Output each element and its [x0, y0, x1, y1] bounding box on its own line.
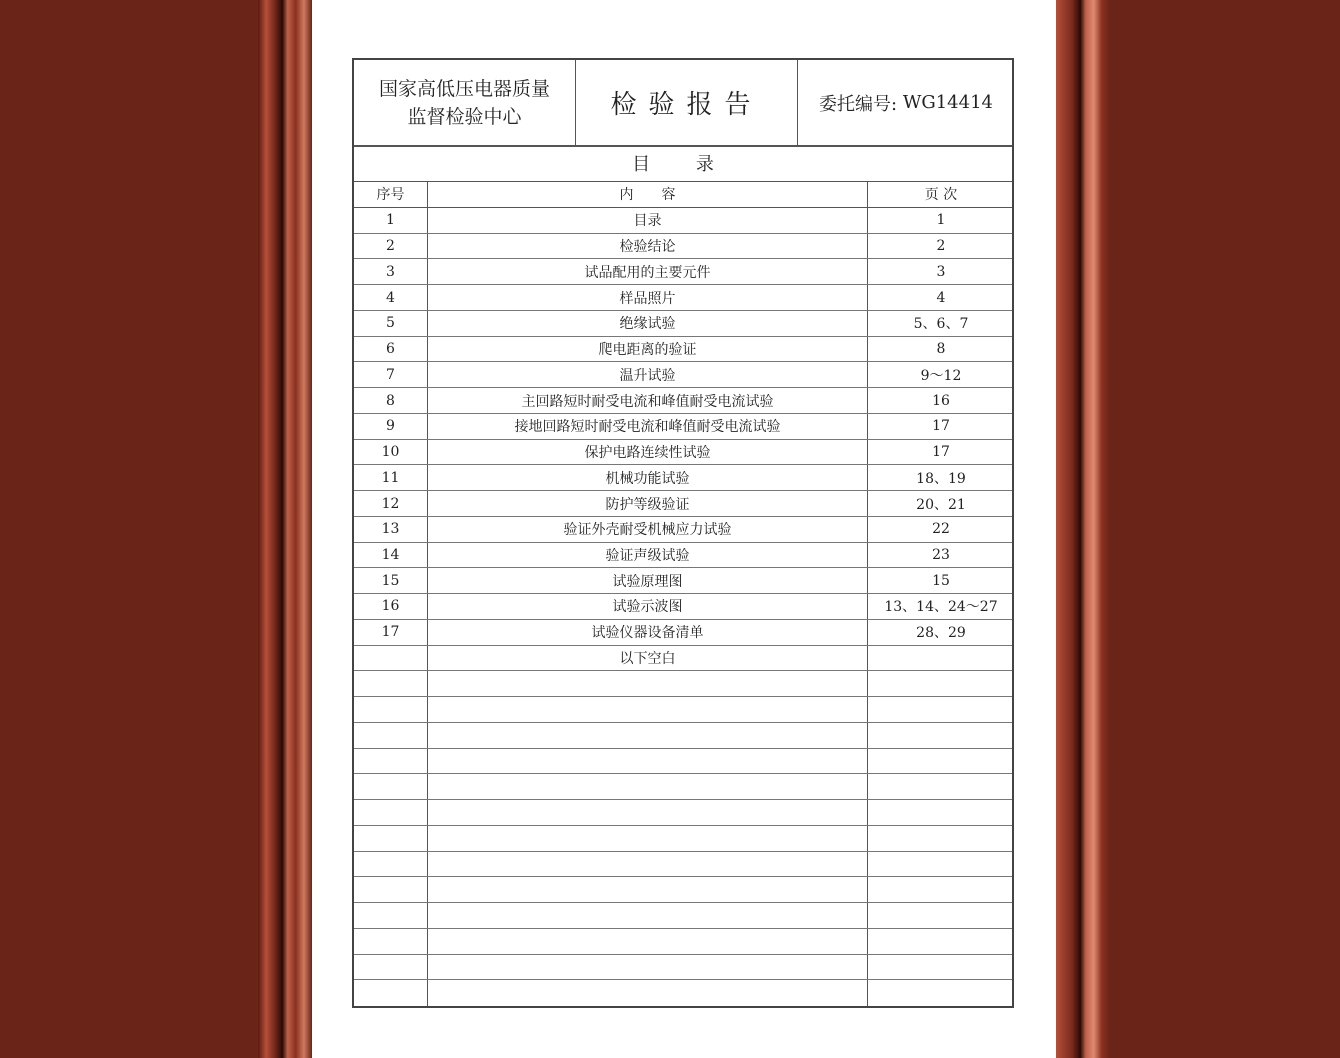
table-row: [354, 259, 1012, 285]
row-content: [428, 929, 868, 954]
row-page: [868, 980, 1014, 1006]
row-number: [354, 877, 428, 902]
row-number: [354, 826, 428, 851]
row-content: 绝缘试验: [428, 311, 868, 336]
row-page: [868, 697, 1014, 722]
row-content: 验证外壳耐受机械应力试验: [428, 517, 868, 542]
row-content: 验证声级试验: [428, 543, 868, 568]
row-page: 17: [932, 444, 950, 461]
row-content: 以下空白: [428, 646, 868, 671]
table-row: [354, 465, 1012, 491]
column-header-content: 内 容: [428, 181, 868, 207]
row-number: [354, 749, 428, 774]
row-number: 4: [354, 285, 428, 310]
row-content: [428, 877, 868, 902]
table-row: [354, 852, 1012, 878]
table-row: [354, 311, 1012, 337]
row-content: [428, 903, 868, 928]
row-content: 接地回路短时耐受电流和峰值耐受电流试验: [428, 414, 868, 439]
table-row: [354, 774, 1012, 800]
table-row: [354, 208, 1012, 234]
column-header-no: 序号: [354, 181, 428, 207]
table-row: [354, 517, 1012, 543]
row-number: [354, 929, 428, 954]
row-number: 16: [354, 594, 428, 619]
table-row: [354, 929, 1012, 955]
table-row: [354, 671, 1012, 697]
row-page: [868, 671, 1014, 696]
report-header: [354, 60, 1012, 147]
row-content: 主回路短时耐受电流和峰值耐受电流试验: [428, 388, 868, 413]
row-number: 8: [354, 388, 428, 413]
row-number: 14: [354, 543, 428, 568]
row-page: [868, 955, 1014, 980]
row-page: [868, 800, 1014, 825]
left-frame: [0, 0, 258, 1058]
row-content: [428, 697, 868, 722]
row-number: [354, 697, 428, 722]
row-content: 试验示波图: [428, 594, 868, 619]
commission-label: 委托编号:: [819, 93, 898, 115]
row-content: 样品照片: [428, 285, 868, 310]
row-number: [354, 774, 428, 799]
column-header-row: [354, 181, 1012, 208]
row-page: [868, 723, 1014, 748]
table-row: [354, 491, 1012, 517]
row-page: 20、21: [916, 496, 966, 513]
row-page: [868, 877, 1014, 902]
commission-number: [798, 60, 1014, 145]
row-number: 3: [354, 259, 428, 284]
row-page: 9～12: [920, 367, 962, 384]
row-page: 13、14、24～27: [884, 599, 998, 616]
row-number: [354, 800, 428, 825]
table-row: [354, 903, 1012, 929]
row-number: [354, 723, 428, 748]
row-page: 17: [932, 418, 950, 435]
column-header-page: 页 次: [924, 187, 958, 203]
row-number: 2: [354, 234, 428, 259]
left-frame-molding: [258, 0, 312, 1058]
row-page: [868, 852, 1014, 877]
table-row: [354, 749, 1012, 775]
table-row: [354, 646, 1012, 672]
row-content: [428, 671, 868, 696]
row-page: 8: [936, 341, 946, 358]
row-page: 5、6、7: [913, 316, 969, 333]
row-content: 保护电路连续性试验: [428, 440, 868, 465]
row-page: 2: [936, 238, 946, 255]
issuer: [354, 60, 576, 145]
issuer-line2: 监督检验中心: [407, 105, 522, 128]
row-content: [428, 980, 868, 1006]
row-number: 7: [354, 362, 428, 387]
row-page: [868, 826, 1014, 851]
row-page: 18、19: [916, 470, 966, 487]
row-content: 防护等级验证: [428, 491, 868, 516]
table-row: [354, 285, 1012, 311]
row-page: [868, 929, 1014, 954]
row-number: 12: [354, 491, 428, 516]
row-number: [354, 671, 428, 696]
table-row: [354, 362, 1012, 388]
table-row: [354, 980, 1012, 1006]
table-row: [354, 877, 1012, 903]
row-page: 28、29: [916, 625, 966, 642]
row-content: [428, 749, 868, 774]
table-row: [354, 723, 1012, 749]
row-content: 试验原理图: [428, 568, 868, 593]
row-content: [428, 826, 868, 851]
row-content: 检验结论: [428, 234, 868, 259]
row-content: [428, 955, 868, 980]
row-number: [354, 980, 428, 1006]
table-row: [354, 414, 1012, 440]
commission-value: WG14414: [902, 92, 993, 113]
row-content: [428, 852, 868, 877]
table-row: [354, 337, 1012, 363]
report-title: 检验报告: [576, 60, 798, 145]
row-content: 试品配用的主要元件: [428, 259, 868, 284]
row-number: 9: [354, 414, 428, 439]
row-page: [868, 774, 1014, 799]
row-content: [428, 774, 868, 799]
table-row: [354, 388, 1012, 414]
row-content: 温升试验: [428, 362, 868, 387]
row-content: 机械功能试验: [428, 465, 868, 490]
row-number: 15: [354, 568, 428, 593]
row-number: 1: [354, 208, 428, 233]
row-page: 23: [932, 547, 950, 563]
row-content: 试验仪器设备清单: [428, 620, 868, 645]
issuer-line1: 国家高低压电器质量: [378, 77, 550, 100]
row-content: 目录: [428, 208, 868, 233]
row-page: 1: [936, 212, 946, 229]
table-row: [354, 697, 1012, 723]
row-page: 16: [932, 392, 950, 409]
row-page: 22: [932, 521, 950, 538]
row-page: 3: [936, 263, 946, 280]
table-row: [354, 234, 1012, 260]
row-number: [354, 646, 428, 671]
row-number: 10: [354, 440, 428, 465]
table-row: [354, 543, 1012, 569]
row-page: 15: [932, 572, 950, 589]
toc-table: [352, 58, 1014, 1008]
row-number: [354, 903, 428, 928]
table-row: [354, 955, 1012, 981]
table-row: [354, 440, 1012, 466]
row-page: [868, 749, 1014, 774]
toc-title: 目 录: [354, 145, 1012, 182]
row-number: 5: [354, 311, 428, 336]
row-number: 17: [354, 620, 428, 645]
row-number: 6: [354, 337, 428, 362]
right-frame-molding: [1056, 0, 1110, 1058]
row-number: [354, 955, 428, 980]
row-number: [354, 852, 428, 877]
row-content: [428, 723, 868, 748]
row-content: 爬电距离的验证: [428, 337, 868, 362]
table-row: [354, 594, 1012, 620]
row-number: 13: [354, 517, 428, 542]
table-row: [354, 826, 1012, 852]
table-row: [354, 620, 1012, 646]
row-content: [428, 800, 868, 825]
row-number: 11: [354, 465, 428, 490]
row-page: [868, 646, 1014, 671]
table-row: [354, 800, 1012, 826]
row-page: 4: [936, 289, 946, 306]
row-page: [868, 903, 1014, 928]
table-row: [354, 568, 1012, 594]
